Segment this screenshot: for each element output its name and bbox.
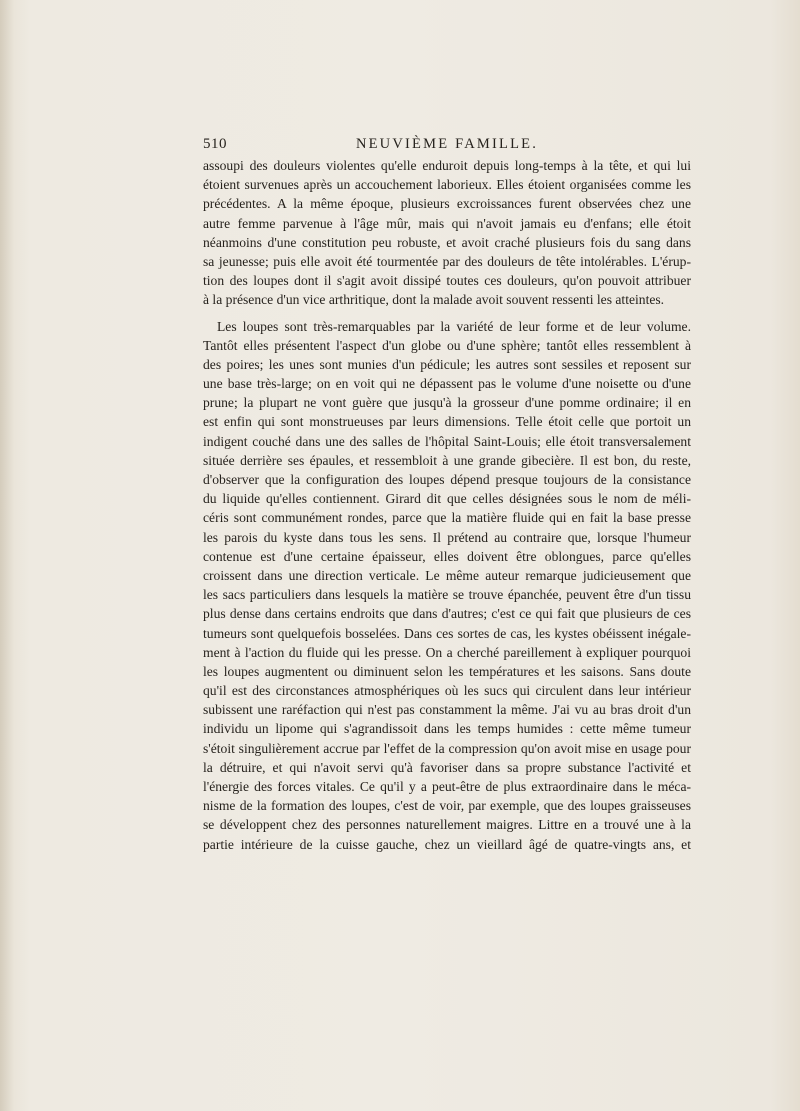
text-line: tumeurs sont quelquefois bosselées. Dans ces sortes de cas, les kystes obéissent inégale- <box>203 625 691 641</box>
text-line: les sacs particuliers dans lesquels la matière se trouve épanchée, peuvent être d'un tissu <box>203 587 691 603</box>
text-line: précédentes. A la même époque, plusieurs excroissances furent observées chez une <box>203 196 691 212</box>
text-line: tion des loupes dont il s'agit avoit dissipé toutes ces douleurs, qu'on pouvoit attribuer <box>203 273 691 289</box>
text-line: qu'il est des circonstances atmosphériques où les sucs qui circulent dans leur intérieur <box>203 683 691 699</box>
text-line: nisme de la formation des loupes, c'est de voir, par exemple, que des loupes graisseuses <box>203 798 691 814</box>
text-line: prune; la plupart ne vont guère que jusqu'à la grosseur d'une pomme ordinaire; il en <box>203 395 691 411</box>
text-line: céris sont communément rondes, parce que la matière fluide qui en fait la base presse <box>203 510 691 526</box>
text-line: des poires; les unes sont munies d'un pédicule; les autres sont sessiles et reposent sur <box>203 356 691 372</box>
page-gutter-shadow <box>0 0 14 1111</box>
text-line: croissent dans une direction verticale. Le même auteur remarque judicieusement que <box>203 567 691 583</box>
text-line: l'énergie des forces vitales. Ce qu'il y a peut-être de plus extraordinaire dans le méca- <box>203 779 691 794</box>
text-line: sa jeunesse; puis elle avoit été tourmentée par des douleurs de tête intolérables. L'érup- <box>203 253 691 269</box>
text-line: la détruire, et qui n'avoit servi qu'à favoriser dans sa propre substance l'activité et <box>203 759 691 775</box>
text-line: s'étoit singulièrement accrue par l'effet de la compression qu'on avoit mise en usage pour <box>203 740 691 756</box>
text-line: autre femme parvenue à l'âge mûr, mais qui n'avoit jamais eu d'enfans; elle étoit <box>203 215 691 231</box>
page-header <box>203 136 691 158</box>
body-text <box>203 156 691 854</box>
text-line: assoupi des douleurs violentes qu'elle enduroit depuis long-temps à la tête, et qui lui <box>203 158 691 173</box>
text-line: indigent couché dans une des salles de l'hôpital Saint-Louis; elle étoit transversalement <box>203 433 691 449</box>
text-line: située derrière ses épaules, et ressembloit à une grande gibecière. Il est bon, du reste, <box>203 452 691 468</box>
text-line: les parois du kyste dans tous les sens. Il prétend au contraire que, lorsque l'humeur <box>203 529 691 545</box>
text-line: se développent chez des personnes naturellement maigres. Littre en a trouvé une à la <box>203 817 691 833</box>
text-line: à la présence d'un vice arthritique, dont la malade avoit souvent ressenti les atteintes. <box>203 292 665 308</box>
page-number: 510 <box>203 136 227 152</box>
text-line: du liquide qu'elles contiennent. Girard dit que celles désignées sous le nom de méli- <box>203 491 691 507</box>
paragraph-1 <box>203 156 691 310</box>
running-title: NEUVIÈME FAMILLE. <box>355 136 539 152</box>
text-line: une base très-large; on en voit qui ne dépassent pas le volume d'une noisette ou d'une <box>203 376 691 392</box>
text-line: les loupes augmentent ou diminuent selon les températures et les saisons. Sans doute <box>203 663 691 679</box>
text-line: Tantôt elles présentent l'aspect d'un globe ou d'une sphère; tantôt elles ressemblent à <box>203 337 691 353</box>
text-line: partie intérieure de la cuisse gauche, chez un vieillard âgé de quatre-vingts ans, et <box>203 836 691 852</box>
paragraph-2 <box>203 317 691 854</box>
text-line: d'observer que la configuration des loupes dépend presque toujours de la consistance <box>203 472 691 487</box>
text-line: Les loupes sont très-remarquables par la variété de leur forme et de leur volume. <box>217 318 691 334</box>
text-line: individu un lipome qui s'agrandissoit dans les temps humides : cette même tumeur <box>203 721 691 737</box>
text-line: néanmoins d'une constitution peu robuste, et avoit craché plusieurs fois du sang dans <box>203 234 691 250</box>
text-line: subissent une raréfaction qui n'est pas constamment la même. J'ai vu au bras droit d'un <box>203 702 691 718</box>
text-line: étoient survenues après un accouchement laborieux. Elles étoient organisées comme les <box>203 177 691 193</box>
text-line: plus dense dans certains endroits que dans d'autres; c'est ce qui fait que plusieurs de ces <box>203 606 691 622</box>
text-line: est enfin qui sont monstrueuses par leurs dimensions. Telle étoit celle que portoit un <box>203 414 691 430</box>
text-line: ment à l'action du fluide qui les presse. On a cherché pareillement à expliquer pourquoi <box>203 644 691 660</box>
text-line: contenue est d'une certaine épaisseur, elles doivent être oblongues, parce qu'elles <box>203 548 691 564</box>
